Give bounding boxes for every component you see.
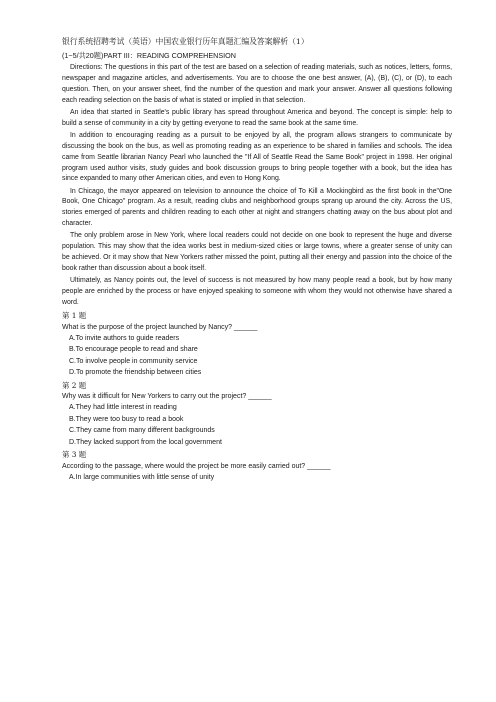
passage-paragraph: Ultimately, as Nancy points out, the level of success is not measured by how many people read a book, but by how many people are enriched by the process or have enjoyed speaking to someone with whom they would not otherwise have shared a word.: [62, 277, 452, 306]
passage-paragraph: An idea that started in Seattle's public library has spread throughout America and beyond. The concept is simple: help to build a sense of community in a city by getting everyone to read the same book at the same time.: [62, 108, 452, 127]
answer-option: B.To encourage people to read and share: [69, 346, 198, 354]
question-block: [62, 380, 452, 449]
answer-option: C.To involve people in community service: [69, 357, 198, 365]
directions-paragraph: Directions: The questions in this part of the test are based on a selection of reading materials, such as notices, letters, forms, newspaper and magazine articles, and advertisements. You are to choose the one best answer, (A), (B), (C), or (D), to each question. Then, on your answer sheet, find the number of the question and mark your answer. Answer all questions following each reading selection on the basis of what is stated or implied in that selection.: [62, 64, 452, 104]
passage-paragraph: In addition to encouraging reading as a pursuit to be enjoyed by all, the program allows strangers to communicate by discussing the book on the bus, as well as promoting reading as an experience to be shared in families and schools. The idea came from Seattle librarian Nancy Pearl who launched the "If All of Seattle Read the Same Book" project in 1998. Her original program used author visits, study guides and book discussion groups to bring people together with a book, but the idea has since expanded to many other American cities, and even to Hong Kong.: [62, 131, 452, 183]
document-title: 银行系统招聘考试（英语）中国农业银行历年真题汇编及答案解析（1）: [62, 37, 309, 46]
answer-option: A.To invite authors to guide readers: [69, 334, 180, 342]
question-number: 第 2 题: [62, 380, 87, 390]
section-heading: (1~5/共20题)PART III：READING COMPREHENSION: [62, 51, 236, 60]
passage-paragraph: The only problem arose in New York, where local readers could not decide on one book to represent the huge and diverse population. This may show that the idea works best in medium-sized cities or large towns, where a greater sense of unity can be achieved. Or it may show that New Yorkers rather missed the point, putting all their energy and passion into the choice of the book rather than discussion about a book itself.: [62, 232, 452, 273]
question-text: What is the purpose of the project launched by Nancy? ______: [62, 323, 258, 331]
passage-paragraph: In Chicago, the mayor appeared on television to announce the choice of To Kill a Mockingbird as the first book in the"One Book, One Chicago" program. As a result, reading clubs and neighborhood groups sprang up around the city. Across the US, stories emerged of parents and children reading to each other at night and strangers chatting away on the bus about plot and character.: [62, 187, 452, 228]
question-text: Why was it difficult for New Yorkers to carry out the project? ______: [62, 393, 272, 401]
question-text: According to the passage, where would the project be more easily carried out? ______: [62, 462, 331, 470]
answer-option: A.In large communities with little sense of unity: [69, 473, 215, 481]
question-block: [62, 449, 452, 483]
answer-option: B.They were too busy to read a book: [69, 415, 184, 423]
answer-option: A.They had little interest in reading: [69, 404, 177, 412]
question-block: [62, 310, 452, 379]
question-number: 第 3 题: [62, 450, 87, 460]
question-number: 第 1 题: [62, 311, 87, 321]
answer-option: C.They came from many different backgrounds: [69, 427, 215, 435]
answer-option: D.To promote the friendship between cities: [69, 369, 202, 377]
answer-option: D.They lacked support from the local government: [69, 438, 222, 446]
